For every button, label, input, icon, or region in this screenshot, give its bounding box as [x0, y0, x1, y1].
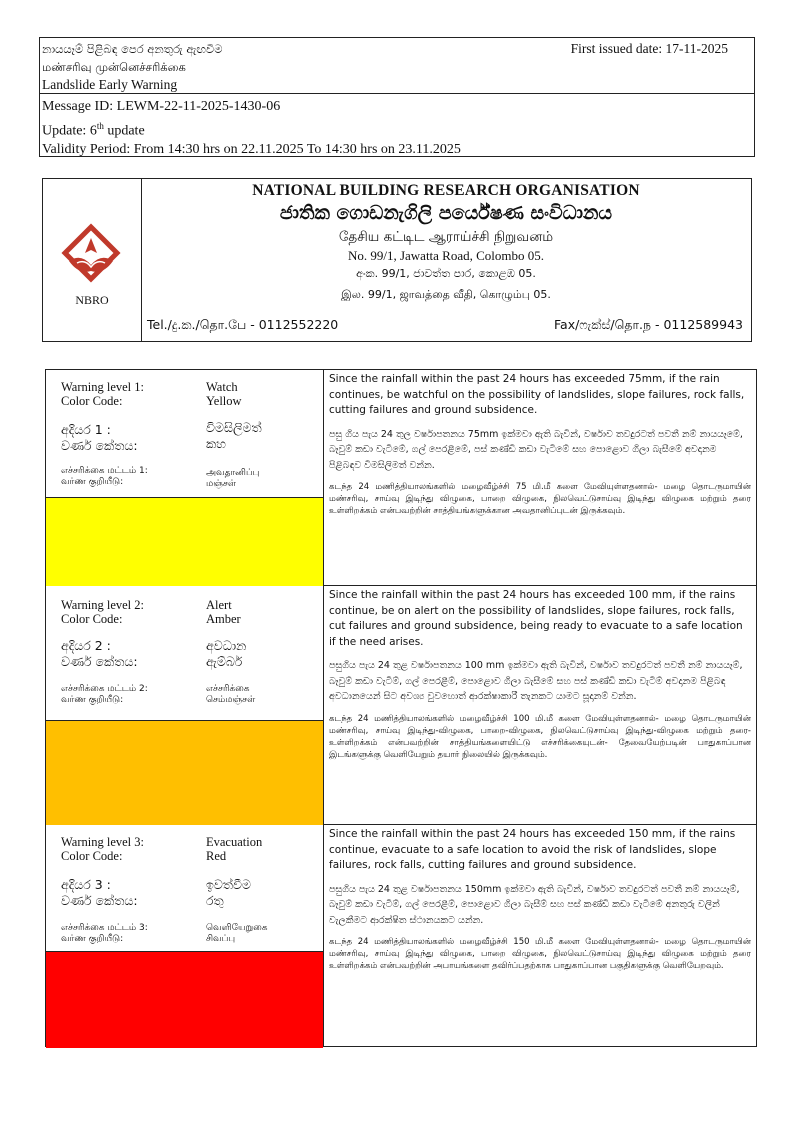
description-english: Since the rainfall within the past 24 hours has exceeded 75mm, if the rain continues, be watchful on the possibility of landslides, slope failures, rock falls, cutting failures and ground subsidence.	[329, 373, 745, 416]
level-label-en: Warning level 2: Color Code:	[61, 598, 144, 626]
level-label-en: Warning level 1: Color Code:	[61, 380, 144, 408]
logo-label: NBRO	[75, 293, 109, 307]
warning-level-row	[46, 370, 756, 586]
level-name-ta: எச்சரிக்கை செம்மஞ்சள்	[206, 684, 256, 705]
address-tamil: இல. 99/1, ஜாவத்தை வீதி, கொழும்பு 05.	[341, 288, 551, 301]
nbro-logo-icon	[59, 223, 123, 285]
warning-level-row	[46, 586, 756, 825]
level-name-ta: அவதானிப்பு மஞ்சள்	[206, 468, 260, 489]
level-name-si: විමසිලිමත් කහ	[206, 420, 262, 451]
warning-levels-table	[45, 369, 757, 1047]
color-swatch-yellow	[46, 497, 323, 586]
level-label-si: අදියර 3 : වර්ණ කේතය:	[61, 877, 138, 908]
description-tamil: கடந்த 24 மணித்தியாலங்களில் மழைவீழ்ச்சி 75 மி.மீ களை மேவியுள்ளதனால்- மழை தொடருமாயின் மண்சரிவு, சாய்வு இடிந்து விழுகை, பாறை விழுகை, நிலவெட்டுசாய்வு இடிந்து விழுகை மற்றும் தரை உள்ளிறக்கம் என்பவற்றின் சாத்தியங்களுக்கான அவதானிப்புடன் இருக்கவும்.	[329, 482, 751, 516]
fax: Fax/ෆැක්ස්/தொ.ந - 0112589943	[554, 317, 743, 332]
level-name-en: Watch Yellow	[206, 380, 242, 408]
description-tamil: கடந்த 24 மணித்தியாலங்களில் மழைவீழ்ச்சி 150 மி.மீ களை மேவியுள்ளதனால்- மழை தொடருமாயின் மண்சரிவு, சாய்வு இடிந்து விழுகை, பாறை விழுகை, நிலவெட்டுசாய்வு இடிந்து விழுகை மற்றும் தரை உள்ளிறக்கம் என்பவற்றின் அபாயங்களை தவிர்ப்பதற்காக பாதுகாப்பான பகுதிகளுக்கு வெளியேறவும்.	[329, 937, 751, 971]
level-name-si: අවධාන ඇම්බර්	[206, 638, 247, 669]
organisation-letterhead	[42, 178, 752, 342]
warning-level-row	[46, 825, 756, 1047]
org-name-tamil: தேசிய கட்டிட ஆராய்ச்சி நிறுவனம்	[338, 229, 554, 245]
level-label-ta: எச்சரிக்கை மட்டம் 2: வர்ண குறியீடு:	[61, 684, 148, 705]
level-label-ta: எச்சரிக்கை மட்டம் 1: வர்ண குறியீடு:	[61, 466, 148, 487]
level-label-ta: எச்சரிக்கை மட்டம் 3: வர்ண குறியீடு:	[61, 923, 148, 944]
message-id: Message ID: LEWM-22-11-2025-1430-06	[42, 99, 281, 114]
telephone: Tel./දු.ක./தொ.பே - 0112552220	[147, 317, 339, 332]
level-label-si: අදියර 2 : වර්ණ කේතය:	[61, 638, 138, 669]
description-sinhala: පසුගිය පැය 24 තුළ වර්ෂාපතනය 150mm ඉක්මවා ඇති බැවින්, වර්ෂාව තවදුරටත් පවතී නම් නායයෑම්, බෑවුම් කඩා වැටීම්, ගල් පෙරළීම්, පොළොව ගිලා බැසීම් සහ පස් කණ්ඩි කඩා වැටීමේ අනතුරු වලින් වැලකීමට ආරක්ෂිත ස්ථානයකට යන්න.	[329, 883, 740, 926]
level-name-en: Evacuation Red	[206, 835, 263, 863]
update-number: Update: 6th update	[42, 120, 145, 139]
address-english: No. 99/1, Jawatta Road, Colombo 05.	[347, 248, 545, 263]
org-name-english: NATIONAL BUILDING RESEARCH ORGANISATION	[252, 182, 640, 199]
level-label-en: Warning level 3: Color Code:	[61, 835, 144, 863]
description-tamil: கடந்த 24 மணித்தியாலங்களில் மழைவீழ்ச்சி 100 மி.மீ களை மேவியுள்ளதனால்- மழை தொடருமாயின் மண்சரிவு, சாய்வு இடிந்து-விழுகை, பாறை-விழுகை, நிலவெட்டுசாய்வு இடிந்து-விழுகை மற்றும் தரை-உள்ளிறக்கம் என்பவற்றின் சாத்தியங்களையிட்டு எச்சரிக்கையுடன்- தேவையேற்படின் பாதுகாப்பான இடங்களுக்கு வெளியேறும் தயார் நிலையில் இருக்கவும்.	[329, 713, 751, 760]
description-sinhala: පසු ගිය පැය 24 තුල වර්ෂාපතනය 75mm ඉක්මවා ඇති බැවින්, වර්ෂාව තවදුරටත් පවතී නම් නායයෑමේ, බෑවුම් කඩා වැටීමේ, ගල් පෙරළීමේ, පස් කණ්ඩි කඩා වැටීමේ සහ පොළොව ගිලා බැසීමේ අවදානම පිළිබඳව විමසිලිමත් වන්න.	[329, 428, 743, 471]
description-english: Since the rainfall within the past 24 hours has exceeded 100 mm, if the rains continue, be on alert on the possibility of landslides, slope failures, rock falls, cut failures and ground subsidence, being ready to evacuate to a safe location if the need arises.	[329, 589, 743, 648]
description-english: Since the rainfall within the past 24 hours has exceeded 150 mm, if the rains continue, evacuate to a safe location to avoid the risk of landslides, slope failures, rock falls, cutting failures and ground subsidence.	[329, 828, 736, 871]
title-english: Landslide Early Warning	[42, 77, 178, 92]
description-sinhala: පසුගිය පැය 24 තුළ වර්ෂාපතනය 100 mm ඉක්මවා ඇති බැවින්, වර්ෂාව තවදුරටත් පවතී නම් නායයෑම්, බෑවුම් කඩා වැටීම්, ගල් පෙරළීම්, පොළොව ගිලා බැසීමේ සහ පස් කණ්ඩි කඩා වැටීම් අවදානම පිළිබඳ අවධානයෙන් සිට අවශ්‍ය වුවහොත් ආරක්ෂාකාරී තැනකට යාමට සූදානම් වන්න.	[329, 660, 743, 702]
color-swatch-amber	[46, 720, 323, 825]
address-sinhala: අංක. 99/1, ජාවත්ත පාර, කොළඹ 05.	[356, 267, 536, 280]
warning-title-block	[42, 40, 223, 94]
title-tamil: மண்சரிவு முன்னெச்சரிக்கை	[42, 60, 186, 74]
org-name-sinhala: ජාතික ගොඩනැගිලි පර්යේෂණ සංවිධානය	[279, 202, 613, 224]
first-issued-date: First issued date: 17-11-2025	[570, 41, 728, 56]
warning-header	[39, 37, 755, 94]
level-label-si: අදියර 1 : වර්ණ කේතය:	[61, 422, 138, 453]
logo-cell	[43, 179, 142, 341]
validity-period: Validity Period: From 14:30 hrs on 22.11.2025 To 14:30 hrs on 23.11.2025	[42, 141, 461, 157]
level-name-ta: வெளியேறுகை சிவப்பு	[206, 923, 268, 944]
level-name-en: Alert Amber	[206, 598, 241, 626]
message-info	[39, 94, 755, 157]
color-swatch-red	[46, 951, 323, 1048]
title-sinhala: නායයෑම් පිළිබඳ පෙර අනතුරු ඇඟවීම	[42, 42, 223, 56]
level-name-si: ඉවත්වීම රතු	[206, 877, 251, 908]
